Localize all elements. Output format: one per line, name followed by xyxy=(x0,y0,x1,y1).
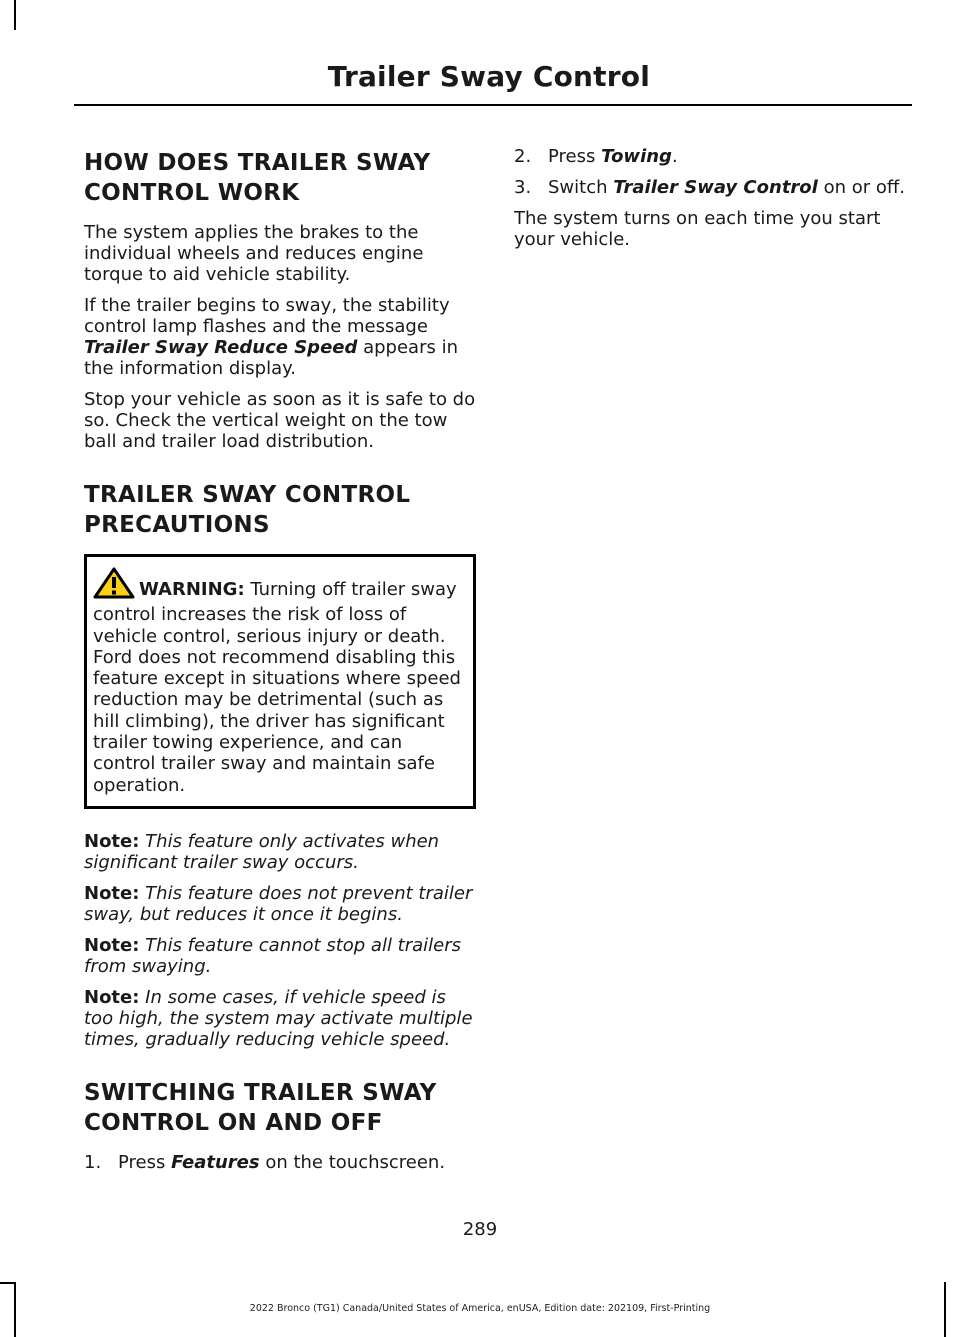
switching-closing-paragraph: The system turns on each time you start your vehicle. xyxy=(514,208,881,250)
warning-triangle-icon xyxy=(93,567,135,604)
note-4: Note: In some cases, if vehicle speed is too high, the system may activate multiple times, gradually reducing vehicle speed. xyxy=(84,986,473,1050)
note-2: Note: This feature does not prevent trailer sway, but reduces it once it begins. xyxy=(84,882,473,925)
note-1: Note: This feature only activates when significant trailer sway occurs. xyxy=(84,830,440,873)
warning-box xyxy=(84,554,476,809)
page-number: 289 xyxy=(462,1219,498,1240)
left-column xyxy=(84,148,476,1183)
warning-text: Turning off trailer sway control increases the risk of loss of vehicle control, serious injury or death. Ford does not recommend disabling this feature except in situations where speed reduction may be detrimental (such as hill climbing), the driver has significant trailer towing experience, and can control trailer sway and maintain safe operation. xyxy=(93,579,461,796)
page-header-title: Trailer Sway Control xyxy=(327,60,650,93)
how-paragraph-1: The system applies the brakes to the individual wheels and reduces engine torque to aid vehicle stability. xyxy=(84,222,424,285)
header-divider xyxy=(74,104,912,106)
crop-mark-bottom-left-h xyxy=(0,1282,14,1284)
step-1: 1. Press Features on the touchscreen. xyxy=(84,1151,446,1173)
section-heading-how: HOW DOES TRAILER SWAY CONTROL WORK xyxy=(84,150,431,206)
section-heading-precautions: TRAILER SWAY CONTROL PRECAUTIONS xyxy=(84,482,411,538)
section-heading-switching: SWITCHING TRAILER SWAY CONTROL ON AND OFF xyxy=(84,1079,437,1136)
step-3: 3. Switch Trailer Sway Control on or off. xyxy=(514,177,905,198)
warning-label: WARNING: xyxy=(139,579,245,600)
step-2: 2. Press Towing. xyxy=(514,146,678,167)
how-paragraph-3: Stop your vehicle as soon as it is safe to do so. Check the vertical weight on the tow ball and trailer load distribution. xyxy=(84,389,476,452)
message-text: Trailer Sway Reduce Speed xyxy=(84,337,358,358)
note-3: Note: This feature cannot stop all trailers from swaying. xyxy=(84,934,462,977)
right-column xyxy=(514,146,914,260)
crop-mark-top-left xyxy=(14,0,16,30)
edition-footer: 2022 Bronco (TG1) Canada/United States of America, enUSA, Edition date: 202109, First-Printing xyxy=(249,1303,711,1314)
how-paragraph-2: If the trailer begins to sway, the stability control lamp flashes and the message Trailer Sway Reduce Speed appears in the information display. xyxy=(84,295,458,379)
